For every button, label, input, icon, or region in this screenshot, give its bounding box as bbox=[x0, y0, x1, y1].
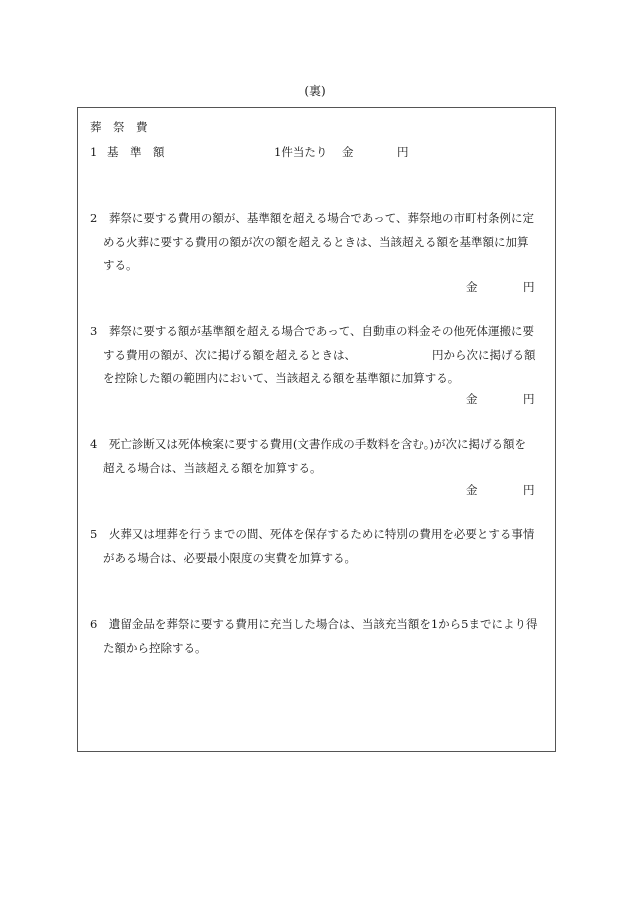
item3-number: 3 bbox=[90, 324, 98, 338]
item2-line1: 葬祭に要する費用の額が、基準額を超える場合であって、葬祭地の市町村条例に定 bbox=[108, 211, 534, 225]
item4-line2: 超える場合は、当該超える額を加算する。 bbox=[103, 460, 322, 475]
page-heading: (裏) bbox=[304, 84, 326, 98]
item5-line1: 火葬又は埋葬を行うまでの間、死体を保存するために特別の費用を必要とする事情 bbox=[108, 527, 535, 541]
item4-en: 円 bbox=[523, 483, 535, 497]
item5-paragraph bbox=[90, 523, 534, 570]
item6-line2: た額から控除する。 bbox=[103, 640, 207, 655]
item2-number: 2 bbox=[90, 211, 98, 225]
item3-en: 円 bbox=[523, 392, 535, 406]
item1-label: 基 準 額 bbox=[107, 145, 165, 159]
item3-kin: 金 bbox=[466, 392, 478, 406]
item4-number: 4 bbox=[90, 437, 98, 451]
item2-paragraph bbox=[90, 207, 534, 278]
item6-line1: 遺留金品を葬祭に要する費用に充当した場合は、当該充当額を1から5までにより得 bbox=[108, 617, 538, 631]
item1-number: 1 bbox=[90, 145, 98, 159]
item6-number: 6 bbox=[90, 617, 98, 631]
item6-paragraph bbox=[90, 613, 537, 660]
item2-en: 円 bbox=[523, 280, 535, 294]
item5-line2: がある場合は、必要最小限度の実費を加算する。 bbox=[103, 550, 356, 565]
item3-line1: 葬祭に要する額が基準額を超える場合であって、自動車の料金その他死体運搬に要 bbox=[108, 324, 534, 338]
item2-line3: する。 bbox=[103, 258, 138, 272]
item5-number: 5 bbox=[90, 527, 98, 541]
item1-kin: 金 bbox=[342, 145, 354, 159]
section-title: 葬 祭 費 bbox=[90, 120, 148, 134]
item2-kin: 金 bbox=[466, 280, 478, 294]
item3-line3: を控除した額の範囲内において、当該超える額を基準額に加算する。 bbox=[103, 371, 460, 385]
item1-en: 円 bbox=[397, 145, 409, 159]
item1-per-case: 1件当たり bbox=[274, 145, 328, 159]
item4-kin: 金 bbox=[466, 483, 478, 497]
item3-line2b: 円から次に掲げる額 bbox=[432, 347, 536, 362]
item4-line1: 死亡診断又は死体検案に要する費用(文書作成の手数料を含む。)が次に掲げる額を bbox=[108, 437, 527, 451]
item2-line2: める火葬に要する費用の額が次の額を超えるときは、当該超える額を基準額に加算 bbox=[103, 234, 529, 249]
item4-paragraph bbox=[90, 433, 526, 480]
item3-line2a: する費用の額が、次に掲げる額を超えるときは、 bbox=[103, 347, 356, 362]
item3-paragraph bbox=[90, 320, 536, 391]
